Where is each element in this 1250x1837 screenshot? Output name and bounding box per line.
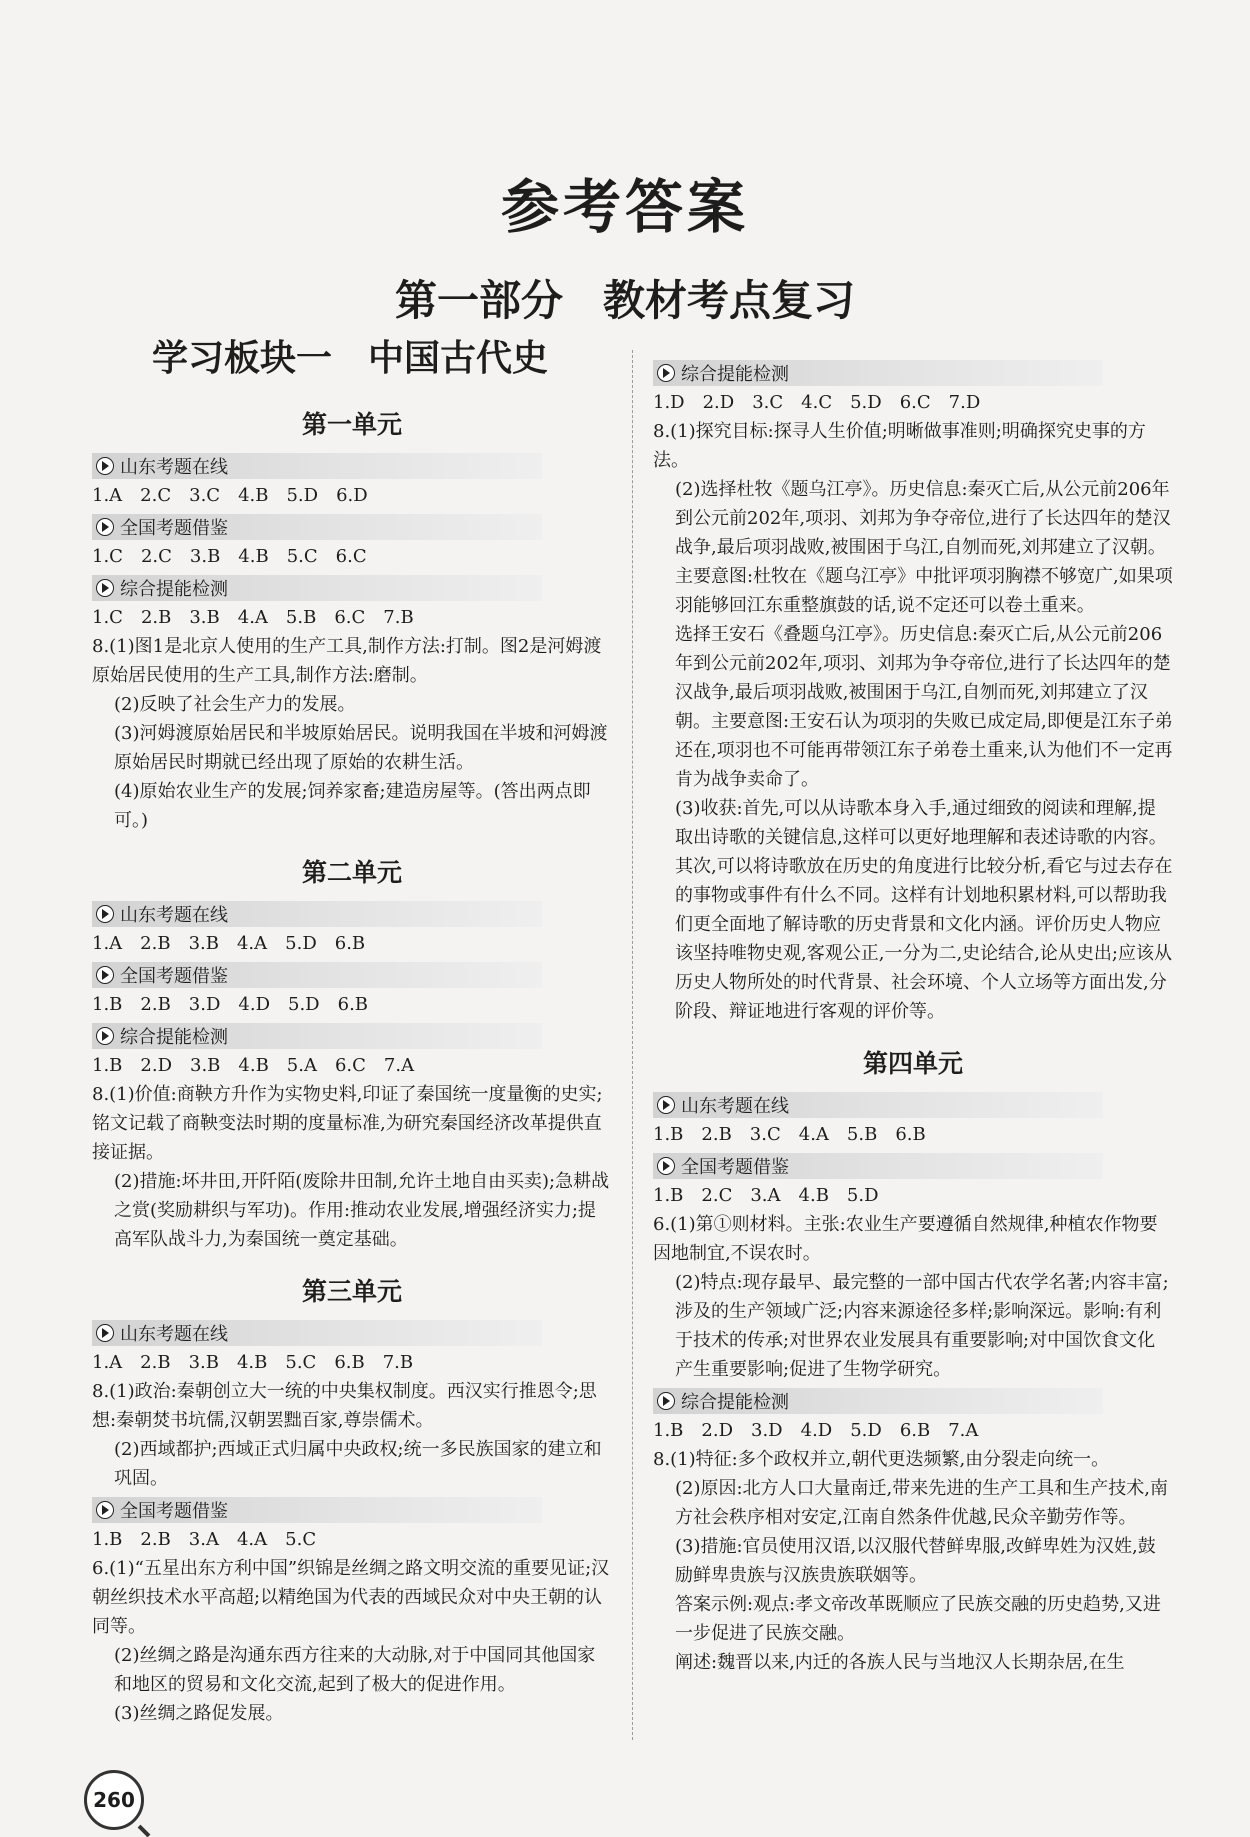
answer-paragraph: 6.(1)第①则材料。主张:农业生产要遵循自然规律,种植农作物要因地制宜,不误农时。 <box>653 1214 1158 1264</box>
answer-line: 1.C 2.B 3.B 4.A 5.B 6.C 7.B <box>92 607 414 628</box>
answer-paragraph: (2)西域都护;西域正式归属中央政权;统一多民族国家的建立和巩固。 <box>114 1439 602 1489</box>
answer-line: 1.B 2.B 3.A 4.A 5.C <box>92 1529 317 1550</box>
answer-paragraph: (3)措施:官员使用汉语,以汉服代替鲜卑服,改鲜卑姓为汉姓,鼓励鲜卑贵族与汉族贵族联姻等。 <box>675 1536 1156 1586</box>
module-heading: 学习板块一 中国古代史 <box>152 338 549 379</box>
unit-heading: 第四单元 <box>862 1049 963 1078</box>
unit-heading: 第二单元 <box>301 858 402 887</box>
answer-line: 1.B 2.D 3.D 4.D 5.D 6.B 7.A <box>653 1420 979 1441</box>
play-icon <box>657 1157 675 1175</box>
section-label: 综合提能检测 <box>120 579 228 600</box>
section-label: 综合提能检测 <box>681 364 789 385</box>
play-icon <box>96 905 114 923</box>
section-label: 全国考题借鉴 <box>681 1157 789 1178</box>
unit-heading: 第三单元 <box>301 1277 402 1306</box>
section-label: 全国考题借鉴 <box>120 966 228 987</box>
section-label: 全国考题借鉴 <box>120 518 228 539</box>
unit-heading: 第一单元 <box>301 410 402 439</box>
answer-paragraph: 8.(1)政治:秦朝创立大一统的中央集权制度。西汉实行推恩令;思想:秦朝焚书坑儒,汉朝罢黜百家,尊崇儒术。 <box>92 1381 597 1431</box>
answer-paragraph: 8.(1)特征:多个政权并立,朝代更迭频繁,由分裂走向统一。 <box>653 1449 1110 1470</box>
answer-paragraph: (2)措施:坏井田,开阡陌(废除井田制,允许土地自由买卖);急耕战之赏(奖励耕织与军功)。作用:推动农业发展,增强经济实力;提高军队战斗力,为秦国统一奠定基础。 <box>114 1171 610 1250</box>
part-name: 教材考点复习 <box>603 276 856 325</box>
section-bar <box>653 360 1103 386</box>
answer-line: 1.B 2.D 3.B 4.B 5.A 6.C 7.A <box>92 1055 415 1076</box>
play-icon <box>96 1324 114 1342</box>
answer-line: 1.B 2.B 3.C 4.A 5.B 6.B <box>653 1124 926 1145</box>
answer-paragraph: (2)特点:现存最早、最完整的一部中国古代农学名著;内容丰富;涉及的生产领域广泛;内容来源途径多样;影响深远。影响:有利于技术的传承;对世界农业发展具有重要影响;对中国饮食文化产生重要影响;促进了生物学研究。 <box>675 1272 1169 1380</box>
page-title: 参考答案 <box>500 173 749 241</box>
section-label: 综合提能检测 <box>120 1027 228 1048</box>
left-column <box>92 330 612 1728</box>
answer-paragraph: 答案示例:观点:孝文帝改革既顺应了民族交融的历史趋势,又进一步促进了民族交融。 <box>675 1594 1161 1644</box>
play-icon <box>96 1027 114 1045</box>
answer-paragraph: 选择王安石《叠题乌江亭》。历史信息:秦灭亡后,从公元前206年到公元前202年,项羽、刘邦为争夺帝位,进行了长达四年的楚汉战争,最后项羽战败,被围困于乌江,自刎而死,刘邦建立了汉朝。主要意图:王安石认为项羽的失败已成定局,即便是江东子弟还在,项羽也不可能再带领江东子弟卷土重来,认为他们不一定再肯为战争卖命了。 <box>675 624 1173 790</box>
answer-paragraph: 8.(1)探究目标:探寻人生价值;明晰做事准则;明确探究史事的方法。 <box>653 421 1146 471</box>
column-divider <box>632 350 633 1740</box>
answer-line: 1.B 2.C 3.A 4.B 5.D <box>653 1185 879 1206</box>
right-column <box>653 356 1173 1677</box>
play-icon <box>96 1501 114 1519</box>
section-label: 山东考题在线 <box>120 905 228 926</box>
answer-line: 1.B 2.B 3.D 4.D 5.D 6.B <box>92 994 369 1015</box>
section-label: 山东考题在线 <box>120 1324 228 1345</box>
play-icon <box>96 457 114 475</box>
play-icon <box>96 966 114 984</box>
section-label: 全国考题借鉴 <box>120 1501 228 1522</box>
answer-paragraph: (3)收获:首先,可以从诗歌本身入手,通过细致的阅读和理解,提取出诗歌的关键信息,这样可以更好地理解和表述诗歌的内容。其次,可以将诗歌放在历史的角度进行比较分析,看它与过去存在的事物或事件有什么不同。这样有计划地积累材料,可以帮助我们更全面地了解诗歌的历史背景和文化内涵。评价历史人物应该坚持唯物史观,客观公正,一分为二,史论结合,论从史出;应该从历史人物所处的时代背景、社会环境、个人立场等方面出发,分阶段、辩证地进行客观的评价等。 <box>675 798 1173 1022</box>
answer-paragraph: (2)选择杜牧《题乌江亭》。历史信息:秦灭亡后,从公元前206年到公元前202年,项羽、刘邦为争夺帝位,进行了长达四年的楚汉战争,最后项羽战败,被围困于乌江,自刎而死,刘邦建立了汉朝。主要意图:杜牧在《题乌江亭》中批评项羽胸襟不够宽广,如果项羽能够回江东重整旗鼓的话,说不定还可以卷土重来。 <box>675 479 1173 616</box>
section-bar <box>92 514 542 540</box>
answer-line: 1.D 2.D 3.C 4.C 5.D 6.C 7.D <box>653 392 981 413</box>
answer-paragraph: (3)丝绸之路促发展。 <box>114 1703 284 1724</box>
section-bar <box>653 1153 1103 1179</box>
answer-paragraph: (2)原因:北方人口大量南迁,带来先进的生产工具和生产技术,南方社会秩序相对安定,江南自然条件优越,民众辛勤劳作等。 <box>675 1478 1169 1528</box>
section-bar <box>92 901 542 927</box>
section-label: 山东考题在线 <box>120 457 228 478</box>
page-number: 260 <box>84 1770 144 1830</box>
play-icon <box>96 579 114 597</box>
answer-paragraph: (4)原始农业生产的发展;饲养家畜;建造房屋等。(答出两点即可。) <box>114 781 591 831</box>
section-label: 综合提能检测 <box>681 1392 789 1413</box>
section-bar <box>653 1092 1103 1118</box>
section-bar <box>92 962 542 988</box>
section-bar <box>653 1388 1103 1414</box>
play-icon <box>657 364 675 382</box>
section-label: 山东考题在线 <box>681 1096 789 1117</box>
answer-paragraph: (2)丝绸之路是沟通东西方往来的大动脉,对于中国同其他国家和地区的贸易和文化交流,起到了极大的促进作用。 <box>114 1645 596 1695</box>
play-icon <box>657 1392 675 1410</box>
answer-paragraph: 8.(1)图1是北京人使用的生产工具,制作方法:打制。图2是河姆渡原始居民使用的生产工具,制作方法:磨制。 <box>92 636 602 686</box>
section-bar <box>92 1497 542 1523</box>
answer-paragraph: (2)反映了社会生产力的发展。 <box>114 694 356 715</box>
play-icon <box>96 518 114 536</box>
section-bar <box>92 575 542 601</box>
answer-paragraph: 6.(1)“五星出东方利中国”织锦是丝绸之路文明交流的重要见证;汉朝丝织技术水平高超;以精绝国为代表的西域民众对中央王朝的认同等。 <box>92 1558 610 1637</box>
answer-line: 1.A 2.C 3.C 4.B 5.D 6.D <box>92 485 368 506</box>
answer-line: 1.A 2.B 3.B 4.B 5.C 6.B 7.B <box>92 1352 414 1373</box>
answer-paragraph: 阐述:魏晋以来,内迁的各族人民与当地汉人长期杂居,在生 <box>675 1652 1125 1673</box>
section-bar <box>92 453 542 479</box>
part-heading <box>0 268 1250 328</box>
play-icon <box>657 1096 675 1114</box>
answer-paragraph: 8.(1)价值:商鞅方升作为实物史料,印证了秦国统一度量衡的史实;铭文记载了商鞅变法时期的度量标准,为研究秦国经济改革提供直接证据。 <box>92 1084 603 1163</box>
answer-paragraph: (3)河姆渡原始居民和半坡原始居民。说明我国在半坡和河姆渡原始居民时期就已经出现了原始的农耕生活。 <box>114 723 608 773</box>
part-label: 第一部分 <box>394 276 563 325</box>
section-bar <box>92 1320 542 1346</box>
answer-line: 1.A 2.B 3.B 4.A 5.D 6.B <box>92 933 366 954</box>
answer-line: 1.C 2.C 3.B 4.B 5.C 6.C <box>92 546 367 567</box>
section-bar <box>92 1023 542 1049</box>
